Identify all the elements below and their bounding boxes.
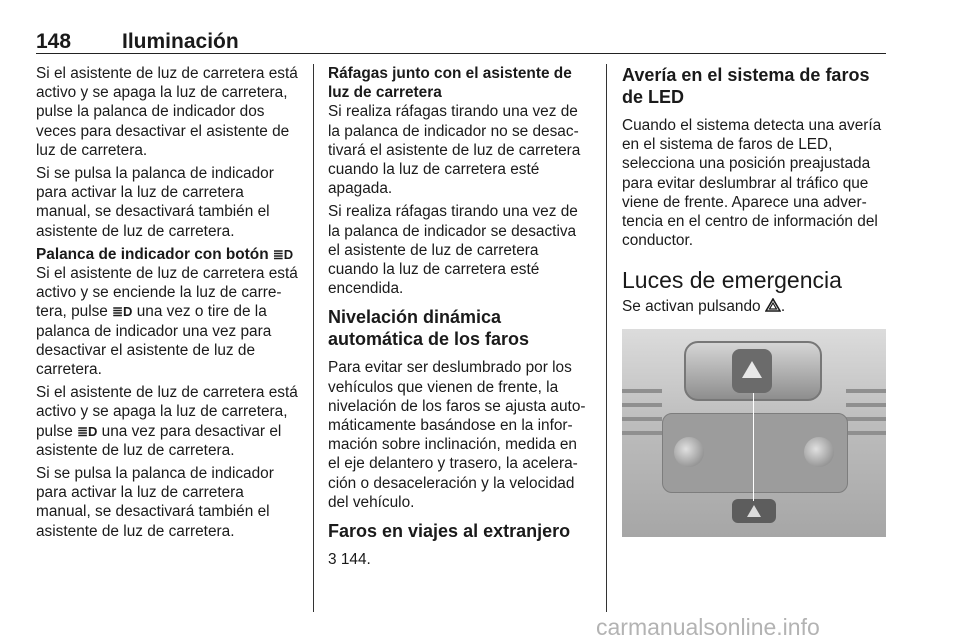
paragraph: Si se pulsa la palanca de indicador para activar la luz de carretera manual, se desactivará también el asistente de luz de carretera. bbox=[36, 165, 274, 240]
paragraph: Si se pulsa la palanca de indicador para activar la luz de carretera manual, se desactivará también el asistente de luz de carretera. bbox=[36, 465, 274, 540]
hazard-triangle-icon bbox=[742, 361, 762, 378]
subheading: Ráfagas junto con el asistente de luz de carretera bbox=[328, 65, 572, 102]
column-2 bbox=[328, 64, 592, 573]
paragraph-text: . bbox=[780, 298, 786, 316]
watermark: carmanualsonline.info bbox=[596, 614, 820, 640]
paragraph bbox=[36, 383, 298, 460]
hazard-triangle-icon bbox=[747, 505, 761, 517]
control-knob bbox=[674, 437, 704, 467]
air-vent bbox=[622, 417, 662, 421]
subheading bbox=[36, 245, 298, 264]
paragraph bbox=[36, 264, 298, 379]
page-header bbox=[36, 30, 886, 54]
air-vent bbox=[846, 389, 886, 393]
paragraph-text: Si el asistente de luz de carretera está activo y se enciende la luz de carre‐tera, pulse bbox=[36, 265, 298, 321]
column-1 bbox=[36, 64, 298, 545]
column-divider bbox=[606, 64, 607, 612]
air-vent bbox=[622, 431, 662, 435]
air-vent bbox=[622, 389, 662, 393]
paragraph-text: Si el asistente de luz de carretera está activo y se apaga la luz de carretera, pulse bbox=[36, 384, 298, 440]
section-heading: Nivelación dinámica automática de los faros bbox=[328, 307, 530, 350]
high-beam-icon: ≣D bbox=[77, 423, 98, 439]
high-beam-icon: ≣D bbox=[112, 304, 133, 320]
paragraph: Cuando el sistema detecta una avería en el sistema de faros de LED, selecciona una posición preajustada para evitar deslumbrar al tráfico que viene de frente. Aparece una adver‐tencia en el centro de información del conductor. bbox=[622, 117, 882, 250]
paragraph-text: una vez para desactivar el asistente de luz de carretera. bbox=[36, 422, 282, 459]
paragraph: Para evitar ser deslumbrado por los vehículos que vienen de frente, la nivelación de los faros se ajusta auto‐máticamente basándose en la infor‐mación sobre inclinación, medida en el eje delantero y trasero, la acelera‐ción o desaceleración y la velocidad del vehículo. bbox=[328, 359, 586, 511]
air-vent bbox=[846, 431, 886, 435]
page-number: 148 bbox=[36, 30, 72, 53]
paragraph: Si realiza ráfagas tirando una vez de la palanca de indicador se desactiva el asistente de luz de carretera cuando la luz de carretera esté encendida. bbox=[328, 203, 578, 298]
leader-line bbox=[753, 393, 754, 501]
paragraph-text: Se activan pulsando bbox=[622, 298, 761, 316]
page-reference-icon: 3 bbox=[328, 551, 337, 569]
column-divider bbox=[313, 64, 314, 612]
high-beam-icon: ≣D bbox=[272, 246, 294, 262]
page-reference[interactable] bbox=[328, 550, 592, 569]
column-3 bbox=[622, 64, 888, 537]
air-vent bbox=[622, 403, 662, 407]
control-knob bbox=[804, 437, 834, 467]
air-vent bbox=[846, 403, 886, 407]
section-heading: Avería en el sistema de faros de LED bbox=[622, 65, 870, 107]
hazard-triangle-icon bbox=[765, 298, 781, 312]
paragraph bbox=[622, 297, 888, 316]
hazard-switch-photo bbox=[622, 329, 886, 537]
paragraph: Si realiza ráfagas tirando una vez de la palanca de indicador no se desac‐tivará el asistente de luz de carretera cuando la luz de carretera esté apagada. bbox=[328, 103, 581, 198]
chapter-title: Iluminación bbox=[122, 30, 239, 53]
chapter-heading: Luces de emergencia bbox=[622, 267, 842, 294]
paragraph-text: una vez o tire de la palanca de indicador una vez para desactivar el asistente de luz de carretera. bbox=[36, 303, 272, 379]
page-reference-number: 144. bbox=[340, 551, 371, 569]
section-heading: Faros en viajes al extranjero bbox=[328, 521, 571, 542]
air-vent bbox=[846, 417, 886, 421]
paragraph: Si el asistente de luz de carretera está activo y se apaga la luz de carretera, pulse la palanca de indicador dos veces para desactivar el asistente de luz de carretera. bbox=[36, 65, 298, 159]
subheading-text: Palanca de indicador con botón bbox=[36, 245, 269, 263]
